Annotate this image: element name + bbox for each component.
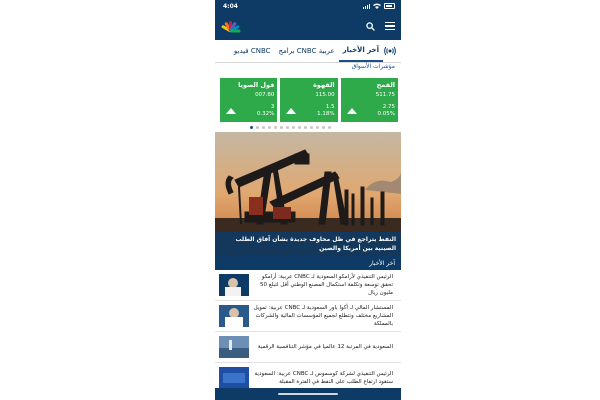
battery-icon bbox=[384, 3, 395, 9]
carousel-dot[interactable] bbox=[304, 126, 307, 129]
hero-caption: النفط يتراجع في ظل مخاوف جديدة بشأن آفاق الطلب الصينية بين أمريكا والصين bbox=[215, 232, 401, 256]
news-headline: الرئيس التنفيذي لأرامكو السعودية لـ CNBC عربية: أرامكو تحقق توسعة وتكلفة استكمال المصنع الوطني أقل لتبلغ 50 مليون ريال bbox=[260, 274, 393, 296]
market-change: 3 bbox=[270, 104, 275, 110]
market-change: 2.75 bbox=[382, 104, 395, 110]
cnbc-peacock-logo[interactable] bbox=[221, 17, 239, 35]
market-percent: 0.32% bbox=[256, 111, 275, 117]
tab-latest-news[interactable]: آخر الأخبار bbox=[339, 40, 383, 62]
markets-section-label: مؤشرات الأسواق bbox=[351, 63, 395, 70]
app-header bbox=[215, 12, 401, 40]
list-item[interactable] bbox=[215, 301, 401, 332]
news-headline: المستشار المالي لـ أكوا باور السعودية لـ CNBC عربية: تمويل المشاريع مختلف ونتطلع لجميع المؤسسات المالية والشركات بالمملكة bbox=[253, 305, 393, 327]
news-thumbnail bbox=[219, 274, 249, 296]
tab-cnbc-video[interactable]: فيديو CNBC bbox=[233, 47, 271, 55]
status-bar bbox=[215, 0, 401, 12]
category-tabs bbox=[215, 40, 401, 63]
carousel-dot[interactable] bbox=[310, 126, 313, 129]
market-price: 511.75 bbox=[375, 92, 395, 98]
wifi-icon bbox=[373, 3, 381, 9]
carousel-dot[interactable] bbox=[316, 126, 319, 129]
news-thumbnail bbox=[219, 367, 249, 389]
up-arrow-icon bbox=[347, 108, 357, 114]
carousel-dots bbox=[250, 126, 331, 129]
news-thumbnail bbox=[219, 336, 249, 358]
carousel-dot[interactable] bbox=[274, 126, 277, 129]
carousel-dot[interactable] bbox=[292, 126, 295, 129]
hero-story[interactable] bbox=[215, 132, 401, 256]
market-name: القمح bbox=[376, 81, 395, 89]
news-headline: الرئيس التنفيذي لشركة كوسموس لـ CNBC عربية: السعودية ستقود ارتفاع الطلب على النفط في الفترة المقبلة bbox=[254, 371, 393, 385]
carousel-dot[interactable] bbox=[298, 126, 301, 129]
list-item[interactable] bbox=[215, 270, 401, 301]
home-indicator bbox=[215, 388, 401, 400]
news-list bbox=[215, 270, 401, 394]
carousel-dot[interactable] bbox=[280, 126, 283, 129]
menu-icon[interactable] bbox=[385, 22, 395, 31]
carousel-dot[interactable] bbox=[262, 126, 265, 129]
up-arrow-icon bbox=[226, 108, 236, 114]
market-percent: 0.05% bbox=[377, 111, 395, 117]
tab-cnbc-programs[interactable]: برامج CNBC عربية bbox=[278, 47, 335, 55]
carousel-dot[interactable] bbox=[328, 126, 331, 129]
live-icon[interactable] bbox=[383, 44, 397, 58]
market-price: 115.00 bbox=[315, 92, 335, 98]
latest-news-header bbox=[215, 256, 401, 270]
market-card-wheat[interactable] bbox=[341, 78, 398, 122]
market-card-soybeans[interactable] bbox=[220, 78, 277, 122]
status-time: 4:04 bbox=[223, 2, 238, 10]
news-thumbnail bbox=[219, 305, 249, 327]
market-name: فول الصويا bbox=[238, 81, 275, 89]
phone-screen bbox=[215, 0, 401, 400]
search-icon[interactable] bbox=[366, 22, 375, 31]
market-cards bbox=[220, 78, 398, 122]
signal-icon bbox=[363, 3, 370, 9]
up-arrow-icon bbox=[286, 108, 296, 114]
latest-news-label: آخر الأخبار bbox=[369, 259, 395, 267]
carousel-dot[interactable] bbox=[250, 126, 253, 129]
system-icons bbox=[363, 3, 395, 9]
market-card-coffee[interactable] bbox=[280, 78, 337, 122]
market-change: 1.5 bbox=[325, 104, 335, 110]
carousel-dot[interactable] bbox=[322, 126, 325, 129]
carousel-dot[interactable] bbox=[256, 126, 259, 129]
market-percent: 1.18% bbox=[317, 111, 335, 117]
carousel-dot[interactable] bbox=[286, 126, 289, 129]
market-name: القهوة bbox=[313, 81, 335, 89]
news-headline: السعودية في المرتبة 12 عالميا في مؤشر التنافسية الرقمية bbox=[257, 344, 393, 350]
carousel-dot[interactable] bbox=[268, 126, 271, 129]
list-item[interactable] bbox=[215, 332, 401, 363]
market-price: 007.80 bbox=[255, 92, 275, 98]
